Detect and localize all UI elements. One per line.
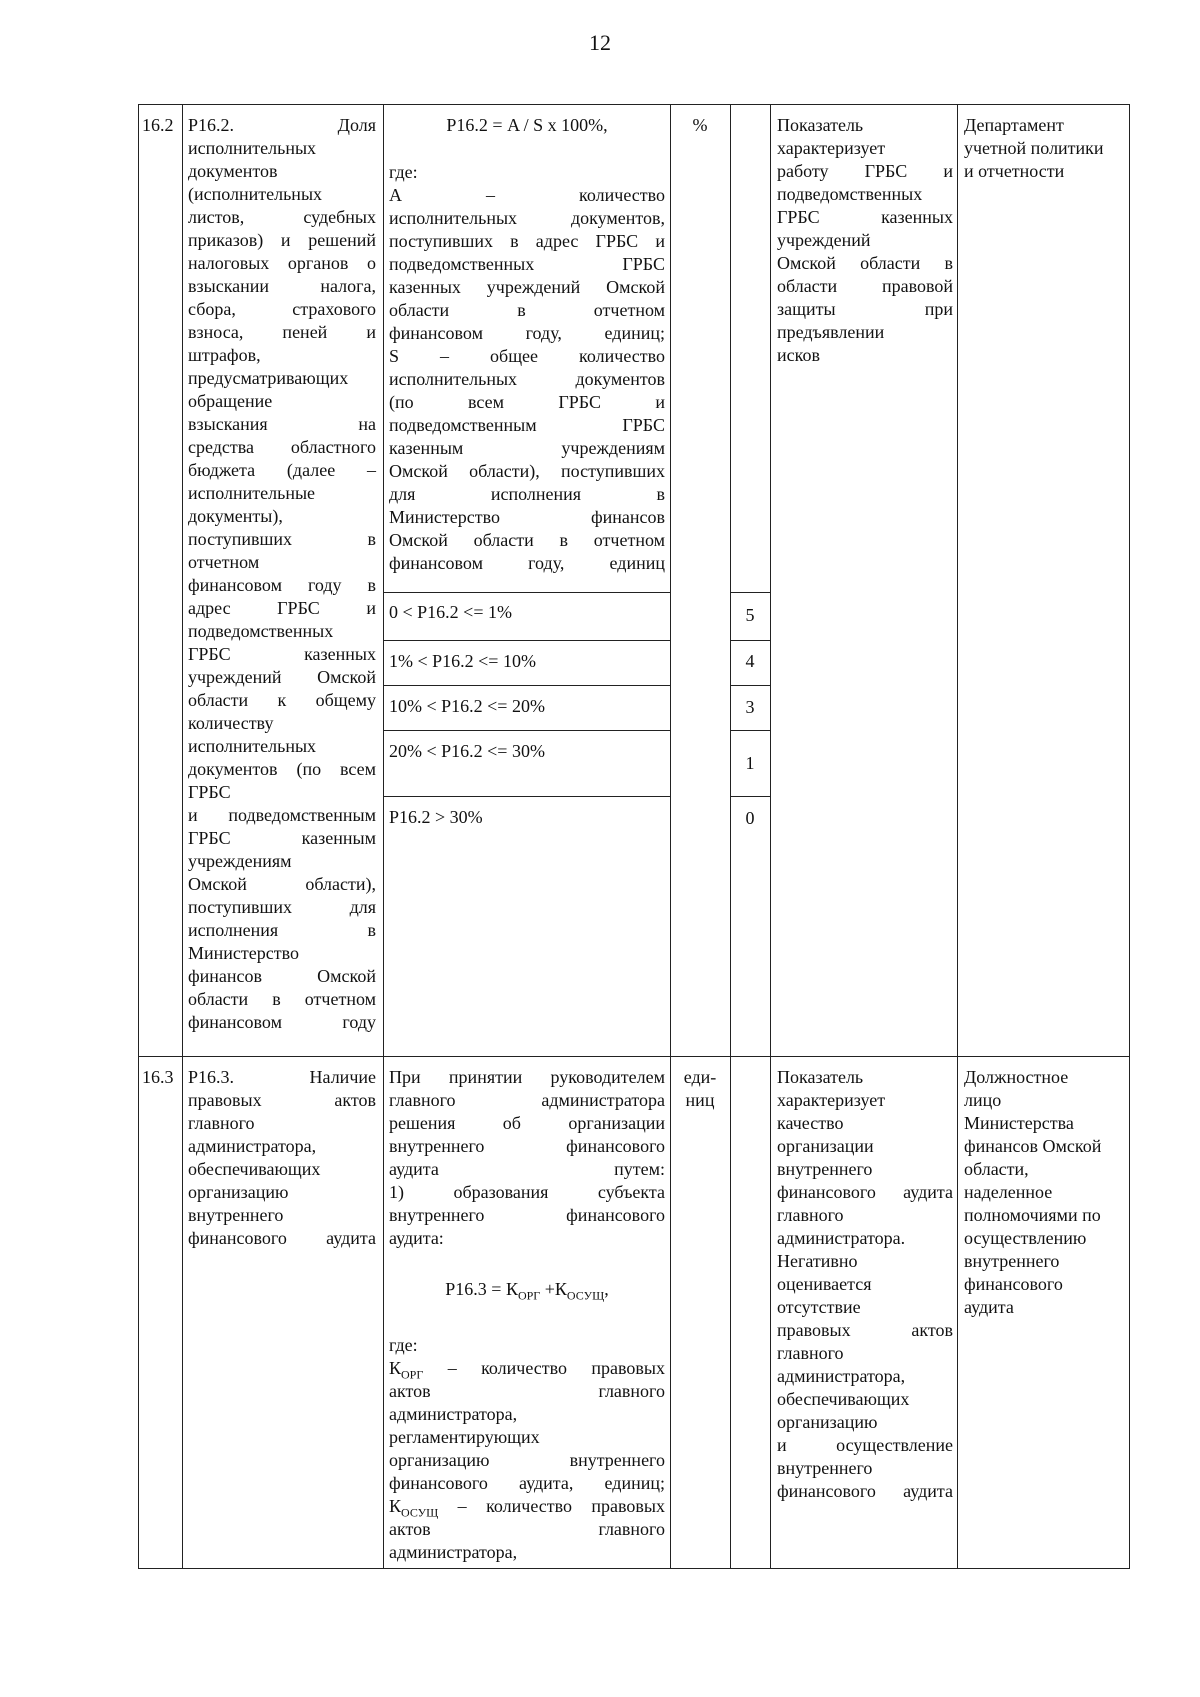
text-line: исполнительные	[188, 483, 316, 503]
score-condition: 0 < Р16.2 <= 1%	[389, 602, 512, 622]
text-line: ГРБС казенных	[777, 207, 953, 227]
text-line: налоговых органов о	[188, 253, 376, 273]
text-line: Показатель	[777, 115, 864, 135]
text-line: учреждениям	[188, 851, 292, 871]
text-line: и подведомственным	[188, 805, 376, 825]
text-line: характеризует	[777, 1090, 886, 1110]
text-line: адрес ГРБС и	[188, 598, 376, 618]
text-line: и осуществление	[777, 1435, 953, 1455]
text-line: 1) образования субъекта	[389, 1182, 665, 1202]
score-points: 0	[745, 808, 755, 828]
text-line: ГРБС казенным	[188, 828, 376, 848]
text-line: Показатель	[777, 1067, 864, 1087]
text-line: А – количество	[389, 185, 665, 205]
text-line: внутреннего финансового	[389, 1136, 665, 1156]
text-line: Негативно	[777, 1251, 858, 1271]
indicator-name	[188, 114, 376, 1034]
text-line: аудита	[964, 1297, 1014, 1317]
text-line: ГРБС казенных	[188, 644, 376, 664]
text-line: Министерство финансов	[389, 507, 665, 527]
formula-description	[389, 161, 665, 575]
text-line: главного	[188, 1113, 255, 1133]
text-line: документов	[188, 161, 278, 181]
text-line: администратора.	[777, 1228, 906, 1248]
text-line: характеризует	[777, 138, 886, 158]
k-text: – количество правовых	[438, 1496, 665, 1516]
text-line: S – общее количество	[389, 346, 665, 366]
text-line: поступивших в	[188, 529, 376, 549]
score-condition: 10% < Р16.2 <= 20%	[389, 696, 545, 716]
text-line: учреждений Омской	[188, 667, 376, 687]
text-line: внутреннего	[777, 1458, 873, 1478]
text-line: области к общему	[188, 690, 376, 710]
text-line: внутреннего	[188, 1205, 284, 1225]
text-line: (исполнительных	[188, 184, 323, 204]
score-condition: 1% < Р16.2 <= 10%	[389, 651, 536, 671]
text-line: осуществлению	[964, 1228, 1087, 1248]
text-line: внутреннего	[964, 1251, 1060, 1271]
text-line: области правовой	[777, 276, 953, 296]
text-line: финансового аудита	[777, 1182, 953, 1202]
text-line: администратора,	[389, 1542, 518, 1562]
text-line: внутреннего	[777, 1159, 873, 1179]
text-line: администратора,	[777, 1366, 906, 1386]
text-line: исков	[777, 345, 820, 365]
formula-intro	[389, 1066, 665, 1250]
text-line: оценивается	[777, 1274, 872, 1294]
text-line: взыскания на	[188, 414, 376, 434]
text-line: сбора, страхового	[188, 299, 376, 319]
formula-sub-org: ОРГ	[517, 1288, 541, 1303]
text-line: администратора,	[188, 1136, 317, 1156]
text-line: предъявлении	[777, 322, 885, 342]
text-line: документы),	[188, 506, 283, 526]
text-line: исполнения в	[188, 920, 376, 940]
responsible-unit	[964, 114, 1126, 183]
text-line: Омской области в	[777, 253, 953, 273]
text-line	[389, 1495, 665, 1518]
text-line: регламентирующих	[389, 1427, 540, 1447]
text-line: качество	[777, 1113, 844, 1133]
text-line: количеству	[188, 713, 274, 733]
text-line: Должностное	[964, 1067, 1069, 1087]
formula-suffix: ,	[604, 1279, 609, 1299]
text-line: казенных учреждений Омской	[389, 277, 665, 297]
k-org-definition	[389, 1357, 665, 1495]
text-line: правовых актов	[188, 1090, 376, 1110]
text-line: главного	[777, 1343, 844, 1363]
text-line: отсутствие	[777, 1297, 861, 1317]
text-line: поступивших в адрес ГРБС и	[389, 231, 665, 251]
text-line: обеспечивающих	[188, 1159, 321, 1179]
text-line: бюджета (далее –	[188, 460, 376, 480]
text-line: финансов Омской	[964, 1136, 1102, 1156]
text-line: администратора,	[389, 1404, 518, 1424]
text-line: финансовом году	[188, 1012, 376, 1032]
text-line: Омской области), поступивших	[389, 461, 665, 481]
text-line: документов (по всем	[188, 759, 376, 779]
text-line: Министерство	[188, 943, 299, 963]
indicator-description	[777, 114, 953, 367]
text-line: полномочиями по	[964, 1205, 1101, 1225]
score-condition: Р16.2 > 30%	[389, 807, 483, 827]
text-line: учетной политики	[964, 138, 1104, 158]
unit	[672, 1066, 728, 1112]
text-line: защиты при	[777, 299, 953, 319]
formula-where: где:	[389, 1335, 418, 1355]
text-line: организацию	[777, 1412, 878, 1432]
text-line: актов главного	[389, 1381, 665, 1401]
formula-prefix: Р16.3 = К	[445, 1279, 518, 1299]
score-points: 1	[745, 753, 755, 773]
text-line: взноса, пеней и	[188, 322, 376, 342]
k-symbol: К	[389, 1358, 402, 1378]
text-line: финансового аудита	[777, 1481, 953, 1501]
formula: Р16.2 = A / S x 100%,	[446, 115, 608, 135]
text-line: финансовом году, единиц	[389, 553, 665, 573]
text-line: отчетном	[188, 552, 260, 572]
text-line: области в отчетном	[389, 300, 665, 320]
text-line: актов главного	[389, 1519, 665, 1539]
text-line: подведомственным ГРБС	[389, 415, 665, 435]
row-number: 16.3	[142, 1067, 174, 1087]
k-text: – количество правовых	[423, 1358, 665, 1378]
text-line: ГРБС	[188, 782, 231, 802]
text-line: наделенное	[964, 1182, 1053, 1202]
text-line: поступивших для	[188, 897, 376, 917]
formula-mid: +К	[540, 1279, 567, 1299]
text-line: исполнительных	[188, 736, 317, 756]
text-line: Р16.2. Доля	[188, 115, 376, 135]
text-line: финансового аудита	[188, 1228, 376, 1248]
text-line: решения об организации	[389, 1113, 665, 1133]
text-line: финансовом году в	[188, 575, 376, 595]
text-line: финансового аудита, единиц;	[389, 1473, 665, 1493]
text-line: еди-	[683, 1067, 717, 1087]
text-line: лицо	[964, 1090, 1002, 1110]
text-line: работу ГРБС и	[777, 161, 953, 181]
text-line: и отчетности	[964, 161, 1065, 181]
text-line: штрафов,	[188, 345, 261, 365]
text-line: При принятии руководителем	[389, 1067, 665, 1087]
indicator-description	[777, 1066, 953, 1503]
text-line: подведомственных	[777, 184, 923, 204]
text-line: казенным учреждениям	[389, 438, 665, 458]
formula-sub-osush: ОСУЩ	[566, 1288, 605, 1303]
k-subscript: ОРГ	[401, 1367, 424, 1382]
text-line: подведомственных ГРБС	[389, 254, 665, 274]
text-line: ниц	[685, 1090, 715, 1110]
text-line: области,	[964, 1159, 1029, 1179]
k-symbol: К	[389, 1496, 402, 1516]
text-line: Р16.3. Наличие	[188, 1067, 376, 1087]
text-line: приказов) и решений	[188, 230, 376, 250]
text-line: обращение	[188, 391, 273, 411]
score-points: 3	[745, 697, 755, 717]
text-line: Омской области в отчетном	[389, 530, 665, 550]
text-line: исполнительных документов	[389, 369, 665, 389]
text-line: финансовом году, единиц;	[389, 323, 665, 343]
text-line: исполнительных	[188, 138, 317, 158]
text-line: главного	[777, 1205, 844, 1225]
k-subscript: ОСУЩ	[401, 1505, 439, 1520]
text-line: аудита:	[389, 1228, 444, 1248]
text-line: области в отчетном	[188, 989, 376, 1009]
text-line: листов, судебных	[188, 207, 376, 227]
score-condition: 20% < Р16.2 <= 30%	[389, 741, 545, 761]
text-line: внутреннего финансового	[389, 1205, 665, 1225]
text-line: Министерства	[964, 1113, 1074, 1133]
text-line: где:	[389, 162, 418, 182]
text-line: организации	[777, 1136, 874, 1156]
text-line: средства областного	[188, 437, 376, 457]
text-line: подведомственных	[188, 621, 334, 641]
text-line: предусматривающих	[188, 368, 349, 388]
score-points: 5	[745, 605, 755, 625]
row-number: 16.2	[142, 115, 174, 135]
text-line: главного администратора	[389, 1090, 665, 1110]
k-osush-definition	[389, 1495, 665, 1564]
text-line: для исполнения в	[389, 484, 665, 504]
text-line: (по всем ГРБС и	[389, 392, 665, 412]
text-line: финансов Омской	[188, 966, 376, 986]
text-line: Омской области),	[188, 874, 376, 894]
text-line: Департамент	[964, 115, 1064, 135]
text-line: исполнительных документов,	[389, 208, 665, 228]
text-line: обеспечивающих	[777, 1389, 910, 1409]
indicator-name	[188, 1066, 376, 1250]
unit: %	[692, 115, 708, 135]
text-line: учреждений	[777, 230, 871, 250]
score-points: 4	[745, 651, 755, 671]
formula	[389, 1278, 665, 1301]
text-line: взыскании налога,	[188, 276, 376, 296]
text-line: организацию внутреннего	[389, 1450, 665, 1470]
text-line: аудита путем:	[389, 1159, 665, 1179]
page-number: 12	[589, 30, 611, 55]
text-line: финансового	[964, 1274, 1063, 1294]
text-line	[389, 1357, 665, 1380]
text-line: организацию	[188, 1182, 289, 1202]
responsible-unit	[964, 1066, 1126, 1319]
text-line: правовых актов	[777, 1320, 953, 1340]
